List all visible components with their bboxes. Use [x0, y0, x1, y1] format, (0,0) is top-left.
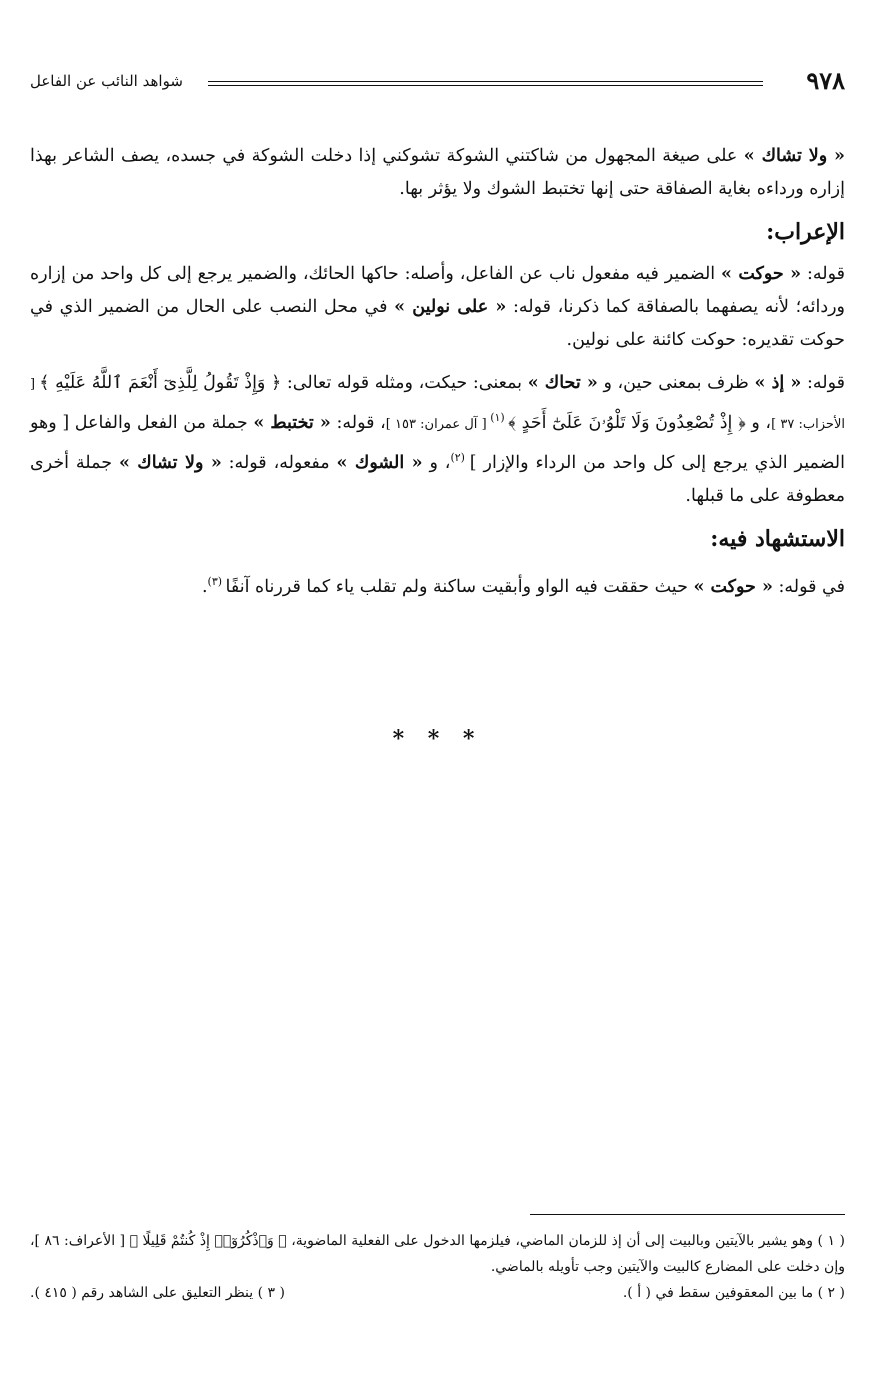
quoted-term: « ولا تشاك »: [743, 146, 845, 166]
text-run: مفعوله، قوله:: [221, 452, 337, 473]
text-run: قوله:: [801, 373, 846, 393]
quoted-term: « حوكت »: [721, 264, 802, 284]
page-number: ٩٧٨: [806, 66, 845, 95]
heading-irab: الإعراب:: [766, 219, 845, 245]
footnote-rule: [530, 1214, 845, 1215]
paragraph-irab-2: [30, 367, 845, 513]
text-run: ظرف بمعنى حين، و: [597, 373, 755, 393]
text-run: في محل النصب على الحال من الضمير الذي في حوكت تقديره: حوكت كائنة على نولين.: [30, 297, 845, 350]
verse-reference: [ آل عمران: ١٥٣ ]: [385, 416, 487, 432]
page-header: [30, 64, 845, 100]
footnote-row: [30, 1280, 845, 1306]
verse-reference: [ الأحزاب: ٣٧ ]: [30, 377, 845, 432]
quoted-term: « تختبط »: [253, 412, 331, 433]
footnotes: [30, 1228, 845, 1306]
header-rule: [208, 81, 763, 86]
section-separator: * * *: [392, 726, 483, 752]
text-run: بمعنى: حيكت، ومثله قوله تعالى:: [281, 373, 528, 393]
quoted-term: « على نولين »: [394, 297, 507, 317]
text-run: على صيغة المجهول من شاكتني الشوكة تشوكني إذا دخلت الشوكة في جسده، يصف الشاعر بهذا إزاره ورداءه بغاية الصفاقة حتى إنها تختبط الشوك ولا يؤثر بها.: [30, 146, 845, 199]
text-run: حيث حققت فيه الواو وأبقيت ساكنة ولم تقلب ياء كما قررناه آنفًا: [225, 576, 694, 597]
text-run: في قوله:: [772, 576, 845, 597]
footnote-1: ( ١ ) وهو يشير بالآيتين وبالبيت إلى أن إذ للزمان الماضي، فيلزمها الدخول على الفعلية الماضوية، ﴿ وَٱذْكُرُوٓا۟ إِذْ كُنتُمْ قَلِيلًا ﴾ [ الأعراف: ٨٦ ]، وإن دخلت على المضارع كالبيت والآيتين وجب تأويله بالماضي.: [30, 1233, 845, 1275]
quoted-term: « تحاك »: [527, 373, 598, 393]
text-run: ، و: [422, 452, 451, 473]
body-text: [30, 140, 845, 603]
paragraph-irab-1: [30, 258, 845, 357]
paragraph-istishhad: [30, 565, 845, 604]
quoted-term: « إذ »: [754, 373, 802, 393]
quran-verse: ﴿ إِذْ تُصْعِدُونَ وَلَا تَلْوُۥنَ عَلَىٰٓ أَحَدٍ ﴾: [508, 412, 746, 433]
footnote-marker: (٣): [207, 574, 226, 588]
footnote-marker: (١): [486, 411, 509, 424]
text-run: .: [201, 576, 208, 597]
quoted-term: « الشوك »: [336, 452, 423, 473]
text-run: جملة من الفعل والفاعل [ وهو الضمير الذي يرجع إلى كل واحد من الرداء والإزار ]: [30, 412, 845, 473]
text-run: الضمير فيه مفعول ناب عن الفاعل، وأصله: حاكها الحائك، والضمير يرجع إلى كل واحد من إزاره وردائه؛ لأنه يصفهما بالصفاقة كما ذكرنا، قوله:: [30, 264, 846, 317]
footnote-3: ( ٣ ) ينظر التعليق على الشاهد رقم ( ٤١٥ ).: [30, 1285, 285, 1301]
quoted-term: « ولا تشاك »: [118, 452, 222, 473]
text-run: ، و: [745, 412, 772, 433]
quoted-term: « حوكت »: [693, 576, 773, 597]
footnote-marker: (٢): [450, 450, 470, 464]
footnote-2: ( ٢ ) ما بين المعقوفين سقط في ( أ ).: [622, 1285, 845, 1301]
text-run: ، قوله:: [330, 412, 386, 433]
heading-istishhad: الاستشهاد فيه:: [710, 525, 845, 552]
quran-verse: ﴿ وَإِذْ تَقُولُ لِلَّذِىٓ أَنْعَمَ ٱللَّهُ عَلَيْهِ ﴾: [39, 373, 282, 393]
paragraph-explanation: [30, 140, 845, 206]
text-run: قوله:: [801, 264, 845, 284]
book-page: [30, 0, 845, 1383]
running-title: شواهد النائب عن الفاعل: [30, 72, 183, 90]
text-run: جملة أخرى معطوفة على ما قبلها.: [30, 452, 845, 506]
